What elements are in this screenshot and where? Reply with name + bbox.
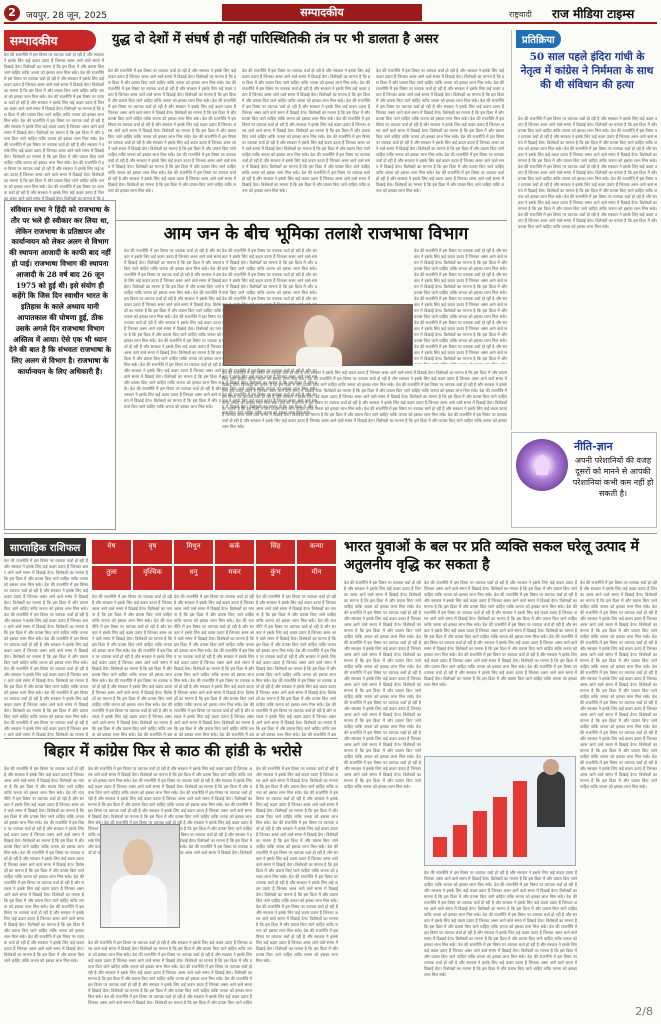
zodiac-sign: वृष	[133, 540, 172, 564]
zodiac-grid	[92, 540, 336, 590]
date-line: जयपुर, 28 जून, 2025	[26, 11, 108, 21]
editorial-headline: युद्ध दो देशों में संघर्ष ही नहीं पारिस्थितिकी तंत्र पर भी डालता है असर	[112, 32, 439, 47]
rajbhasha-body	[124, 248, 507, 530]
neeti-quote: अपनी परेशानियों की वजह दूसरों को मानने से आपकी परेशानियां कभी कम नहीं हो सकती है।	[572, 456, 654, 498]
growth-chart-graphic	[424, 756, 576, 866]
zodiac-sign: कन्या	[297, 540, 336, 564]
pratikriya-column	[511, 30, 657, 430]
tagline: राष्ट्रवादी	[509, 10, 532, 19]
zodiac-sign: कर्क	[215, 540, 254, 564]
lotus-icon	[516, 439, 568, 491]
page-indicator: 2/8	[635, 1005, 653, 1018]
zodiac-sign: वृश्चिक	[133, 566, 172, 590]
zodiac-sign: धनु	[174, 566, 213, 590]
bihar-headline: बिहार में कांग्रेस फिर से काठ की हांडी के भरोसे	[44, 742, 302, 760]
pratikriya-headline: 50 साल पहले इंदिरा गांधी के नेतृत्व में कांग्रेस ने निर्ममता के साथ की थी संविधान की हत्या	[520, 51, 654, 91]
page-header	[4, 4, 657, 24]
rashifal-intro	[4, 558, 88, 736]
pratikriya-body	[518, 116, 657, 430]
zodiac-sign: तुला	[92, 566, 131, 590]
politician-photo	[100, 824, 180, 928]
neeti-tag: नीति-ज्ञान	[574, 440, 613, 453]
page-number-badge: 2	[4, 5, 20, 21]
rashifal-tag: साप्ताहिक राशिफल	[4, 538, 86, 556]
rashifal-section	[4, 538, 336, 736]
masthead: राज मीडिया टाइम्स	[552, 7, 635, 21]
rajbhasha-headline: आम जन के बीच भूमिका तलाशे राजभाषा विभाग	[163, 224, 469, 244]
pullquote-box	[4, 200, 116, 530]
zodiac-sign: मेष	[92, 540, 131, 564]
zodiac-sign: मिथुन	[174, 540, 213, 564]
neeti-box	[511, 432, 657, 528]
editorial-tag: सम्पादकीय	[4, 30, 96, 51]
section-banner: सम्पादकीय	[222, 4, 422, 21]
pratikriya-tag: प्रतिक्रिया	[516, 30, 561, 48]
bihar-body	[4, 766, 338, 1004]
zodiac-sign: सिंह	[256, 540, 295, 564]
zodiac-sign: कुंभ	[256, 566, 295, 590]
editorial-column	[4, 30, 104, 218]
minister-photo	[223, 304, 413, 366]
zodiac-sign: मकर	[215, 566, 254, 590]
economy-body	[344, 580, 657, 1000]
zodiac-sign: मीन	[297, 566, 336, 590]
rashifal-body	[92, 594, 172, 736]
editorial-body	[108, 68, 504, 218]
pullquote-text: संविधान सभा ने हिंदी को राजभाषा के तौर पर भले ही स्वीकार कर लिया था, लेकिन राजभाषा के प्रतिष्ठापन और कार्यान्वयन को लेकर अलग से विभाग की स्थापना आजादी के काफी बाद नहीं हो पाई। राजभाषा विभाग की स्थापना आजादी के 28 वर्ष बाद 26 जून 1975 को हुई थी। इसे संयोग ही कहेंगे कि जिस दिन स्वाधीन भारत के इतिहास के काले अध्याय यानी आपातकाल की घोषणा हुई, ठीक उसके अगले दिन राजभाषा विभाग अस्तित्व में आया। ऐसे एक भी ध्यान देने की बात है कि संभवतः राजभाषा के लिए अलग से विभाग है। राजभाषा के कार्यान्वयन के लिए अधिकारी हैं।	[9, 205, 112, 376]
economy-headline: भारत युवाओं के बल पर प्रति व्यक्ति सकल घरेलू उत्पाद में अतुलनीय वृद्धि कर सकता है	[344, 539, 639, 573]
editorial-intro-text	[4, 52, 104, 218]
